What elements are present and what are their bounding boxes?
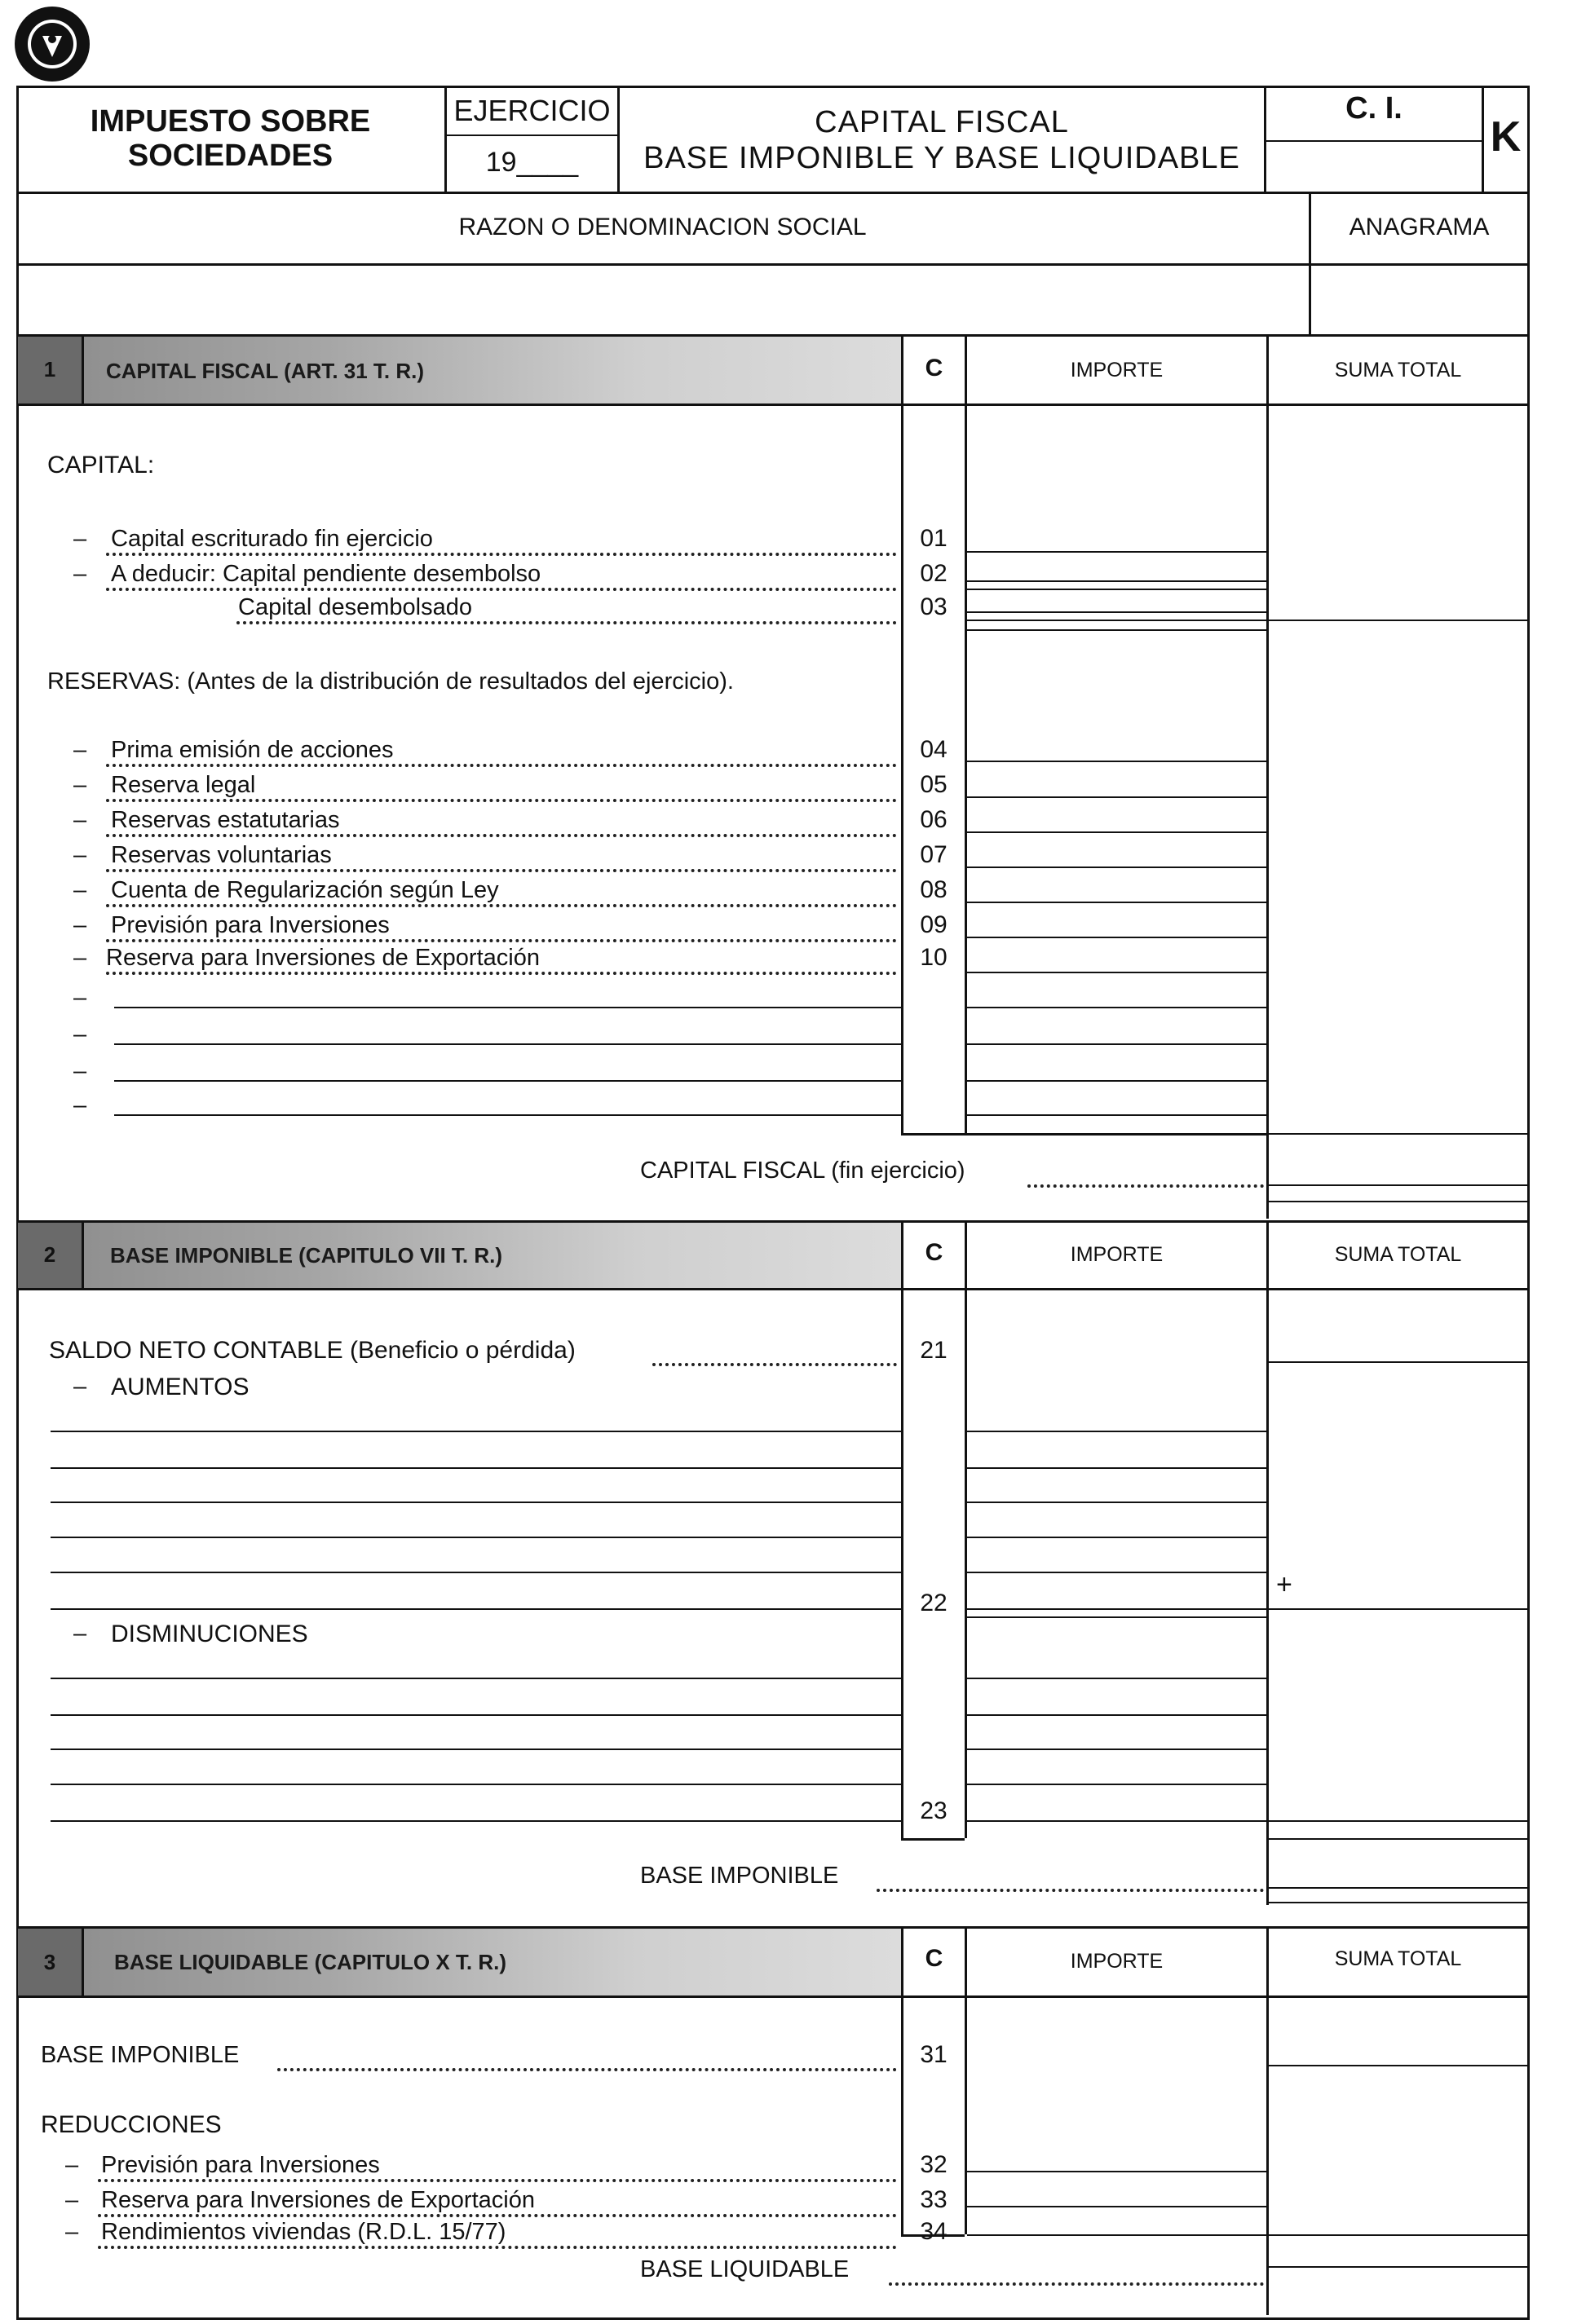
saldo-neto-code: 21 bbox=[920, 1337, 948, 1364]
section2-col-c: C bbox=[925, 1239, 943, 1266]
form-title-line2: BASE IMPONIBLE Y BASE LIQUIDABLE bbox=[643, 141, 1240, 175]
capital-item-code: 01 bbox=[920, 525, 948, 552]
reduccion-item-label: Rendimientos viviendas (R.D.L. 15/77) bbox=[101, 2219, 509, 2246]
reserva-item-code: 10 bbox=[920, 944, 948, 971]
capital-fiscal-total-label: CAPITAL FISCAL (fin ejercicio) bbox=[640, 1158, 969, 1184]
dash: – bbox=[73, 842, 87, 868]
dash: – bbox=[73, 1374, 87, 1400]
blank-entry-line[interactable] bbox=[51, 1537, 901, 1538]
capital-item-code: 03 bbox=[920, 593, 948, 620]
section2-title: BASE IMPONIBLE (CAPITULO VII T. R.) bbox=[110, 1243, 503, 1268]
dash: – bbox=[73, 526, 87, 552]
section2-col-importe: IMPORTE bbox=[1070, 1243, 1164, 1266]
ejercicio-label: EJERCICIO bbox=[453, 94, 611, 127]
reserva-item-label: Reservas estatutarias bbox=[111, 807, 342, 834]
base-imponible-label: BASE IMPONIBLE bbox=[41, 2042, 242, 2069]
blank-entry-line[interactable] bbox=[51, 1502, 901, 1503]
section1-col-c: C bbox=[925, 355, 943, 381]
dash: – bbox=[73, 561, 87, 587]
capital-item-label: Capital desembolsado bbox=[238, 594, 475, 621]
section1-col-suma-total: SUMA TOTAL bbox=[1334, 359, 1462, 381]
blank-entry-line[interactable] bbox=[114, 1007, 901, 1008]
form-letter: K bbox=[1490, 113, 1522, 161]
reserva-item-code: 06 bbox=[920, 806, 948, 833]
section2-col-suma-total: SUMA TOTAL bbox=[1334, 1243, 1462, 1266]
anagrama-label: ANAGRAMA bbox=[1349, 214, 1490, 240]
saldo-neto-label: SALDO NETO CONTABLE (Beneficio o pérdida) bbox=[49, 1337, 579, 1365]
tax-title bbox=[16, 104, 444, 173]
tax-title-line2: SOCIEDADES bbox=[127, 139, 334, 173]
base-imponible-total-label: BASE IMPONIBLE bbox=[640, 1863, 842, 1890]
dash: – bbox=[65, 2219, 79, 2245]
dash: – bbox=[73, 1058, 87, 1084]
dash: – bbox=[73, 772, 87, 798]
capital-heading: CAPITAL: bbox=[47, 452, 155, 478]
reduccion-item-code: 32 bbox=[920, 2151, 948, 2178]
blank-entry-line[interactable] bbox=[114, 1043, 901, 1045]
section3-title: BASE LIQUIDABLE (CAPITULO X T. R.) bbox=[114, 1950, 506, 1974]
dash: – bbox=[73, 912, 87, 938]
dash: – bbox=[73, 737, 87, 763]
form-title-line1: CAPITAL FISCAL bbox=[815, 105, 1069, 139]
base-imponible-code: 31 bbox=[920, 2041, 948, 2068]
reserva-item-label: Cuenta de Regularización según Ley bbox=[111, 877, 502, 904]
reserva-item-code: 07 bbox=[920, 841, 948, 868]
dash: – bbox=[73, 877, 87, 903]
blank-entry-line[interactable] bbox=[51, 1749, 901, 1750]
capital-item-code: 02 bbox=[920, 560, 948, 587]
reserva-item-label: Previsión para Inversiones bbox=[111, 912, 393, 939]
razon-social-label: RAZON O DENOMINACION SOCIAL bbox=[458, 214, 867, 240]
blank-entry-line[interactable] bbox=[51, 1784, 901, 1785]
dash: – bbox=[73, 1621, 87, 1647]
section3-number: 3 bbox=[43, 1950, 56, 1974]
blank-entry-line[interactable] bbox=[51, 1678, 901, 1679]
reserva-item-label: Prima emisión de acciones bbox=[111, 737, 397, 764]
section1-col-importe: IMPORTE bbox=[1070, 359, 1164, 381]
reserva-item-code: 08 bbox=[920, 876, 948, 903]
reserva-item-code: 09 bbox=[920, 911, 948, 938]
blank-entry-line[interactable] bbox=[51, 1714, 901, 1716]
dash: – bbox=[73, 1092, 87, 1118]
reserva-item-label: Reserva para Inversiones de Exportación bbox=[106, 945, 543, 972]
capital-item-label: Capital escriturado fin ejercicio bbox=[111, 526, 436, 553]
razon-social-input[interactable] bbox=[20, 267, 1306, 331]
tax-title-line1: IMPUESTO SOBRE bbox=[90, 104, 371, 139]
reduccion-item-label: Reserva para Inversiones de Exportación bbox=[101, 2187, 538, 2214]
capital-item-label: A deducir: Capital pendiente desembolso bbox=[111, 561, 544, 588]
blank-entry-line[interactable] bbox=[51, 1467, 901, 1469]
section3-col-importe: IMPORTE bbox=[1070, 1950, 1164, 1973]
blank-entry-line[interactable] bbox=[51, 1431, 901, 1432]
dash: – bbox=[73, 807, 87, 833]
reserva-item-code: 04 bbox=[920, 736, 948, 763]
reduccion-item-label: Previsión para Inversiones bbox=[101, 2152, 383, 2179]
reservas-heading: RESERVAS: (Antes de la distribución de resultados del ejercicio). bbox=[47, 668, 734, 695]
reserva-item-label: Reservas voluntarias bbox=[111, 842, 335, 869]
form-title bbox=[620, 104, 1264, 176]
section1-title: CAPITAL FISCAL (ART. 31 T. R.) bbox=[106, 359, 425, 383]
blank-entry-line[interactable] bbox=[114, 1114, 901, 1116]
base-liquidable-total-label: BASE LIQUIDABLE bbox=[640, 2256, 852, 2283]
dash: – bbox=[73, 1021, 87, 1047]
disminuciones-label: DISMINUCIONES bbox=[111, 1621, 308, 1647]
blank-entry-line[interactable] bbox=[51, 1820, 901, 1822]
ejercicio-year-field[interactable]: 19____ bbox=[485, 147, 579, 178]
form-code: C. I. bbox=[1345, 91, 1403, 126]
section1-number: 1 bbox=[43, 357, 56, 381]
dash: – bbox=[65, 2152, 79, 2178]
section3-col-c: C bbox=[925, 1945, 943, 1972]
reduccion-item-code: 33 bbox=[920, 2186, 948, 2213]
disminuciones-code: 23 bbox=[920, 1797, 948, 1824]
dash: – bbox=[73, 985, 87, 1011]
blank-entry-line[interactable] bbox=[114, 1080, 901, 1082]
anagrama-input[interactable] bbox=[1313, 267, 1525, 331]
aumentos-label: AUMENTOS bbox=[111, 1374, 250, 1400]
dash: – bbox=[73, 945, 87, 971]
reducciones-heading: REDUCCIONES bbox=[41, 2111, 222, 2138]
section2-number: 2 bbox=[43, 1242, 56, 1267]
reserva-item-code: 05 bbox=[920, 771, 948, 798]
aumentos-code: 22 bbox=[920, 1590, 948, 1616]
official-seal-icon bbox=[11, 3, 93, 85]
reserva-item-label: Reserva legal bbox=[111, 772, 258, 799]
blank-entry-line[interactable] bbox=[51, 1608, 901, 1610]
blank-entry-line[interactable] bbox=[51, 1572, 901, 1573]
reduccion-item-code: 34 bbox=[920, 2218, 948, 2245]
plus-sign: + bbox=[1276, 1569, 1292, 1600]
dash: – bbox=[65, 2187, 79, 2213]
section3-col-suma-total: SUMA TOTAL bbox=[1334, 1947, 1462, 1970]
